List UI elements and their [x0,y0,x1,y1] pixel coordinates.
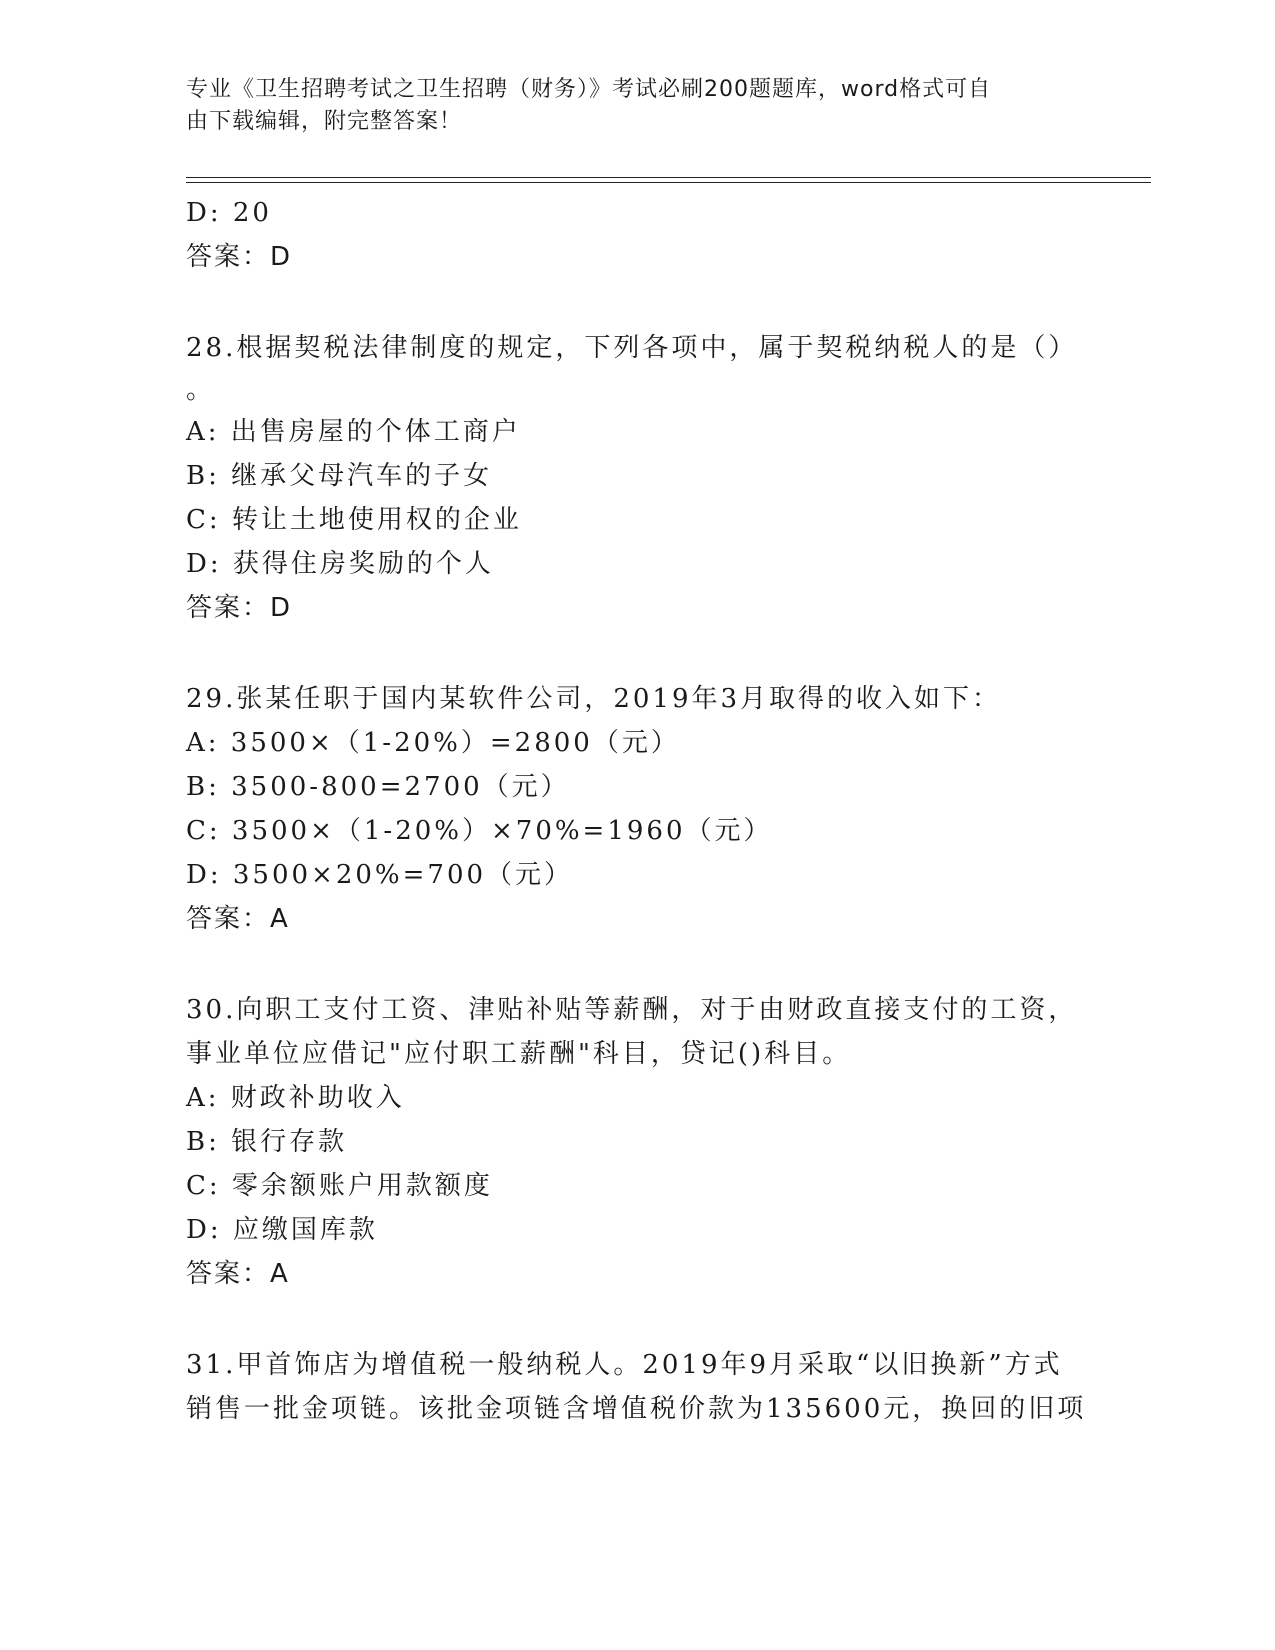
question-fragment [186,191,1086,279]
option-d: D: 20 [186,198,272,228]
option-d: D: 3500×20%=700（元） [186,860,574,890]
option-c: C: 3500×（1-20%）×70%=1960（元） [186,816,773,846]
option-c: C: 转让土地使用权的企业 [186,505,522,535]
question-stem-continued: 。 [186,375,216,405]
option-d: D: 获得住房奖励的个人 [186,549,494,579]
question-stem: 30.向职工支付工资、津贴补贴等薪酬，对于由财政直接支付的工资， [186,995,1078,1025]
answer-line: 答案：A [186,1259,290,1289]
question-stem-continued: 事业单位应借记"应付职工薪酬"科目，贷记()科目。 [186,1039,852,1069]
header-line-1: 专业《卫生招聘考试之卫生招聘（财务）》考试必刷200题题库，word格式可自 [186,77,992,102]
question-31 [186,1343,1086,1431]
header-rule-top [186,177,1151,178]
answer-line: 答案：D [186,593,293,623]
option-d: D: 应缴国库款 [186,1215,378,1245]
option-a: A: 财政补助收入 [186,1083,405,1113]
option-b: B: 银行存款 [186,1127,348,1157]
option-a: A: 出售房屋的个体工商户 [186,417,521,447]
header-line-2: 由下载编辑，附完整答案！ [186,109,463,134]
question-stem: 29.张某任职于国内某软件公司，2019年3月取得的收入如下： [186,684,1002,714]
answer-line: 答案：D [186,242,293,272]
question-list [186,191,1086,1431]
question-30 [186,988,1086,1296]
option-a: A: 3500×（1-20%）=2800（元） [186,728,680,758]
header-rule-bottom [186,182,1151,183]
option-c: C: 零余额账户用款额度 [186,1171,493,1201]
question-stem-continued: 销售一批金项链。该批金项链含增值税价款为135600元，换回的旧项 [186,1394,1087,1424]
question-stem: 31.甲首饰店为增值税一般纳税人。2019年9月采取“以旧换新”方式 [186,1350,1063,1380]
question-29 [186,677,1086,941]
option-b: B: 继承父母汽车的子女 [186,461,493,491]
question-stem: 28.根据契税法律制度的规定，下列各项中，属于契税纳税人的是（） [186,333,1078,363]
document-header [186,74,1066,138]
option-b: B: 3500-800=2700（元） [186,772,570,802]
answer-line: 答案：A [186,904,290,934]
question-28 [186,326,1086,630]
